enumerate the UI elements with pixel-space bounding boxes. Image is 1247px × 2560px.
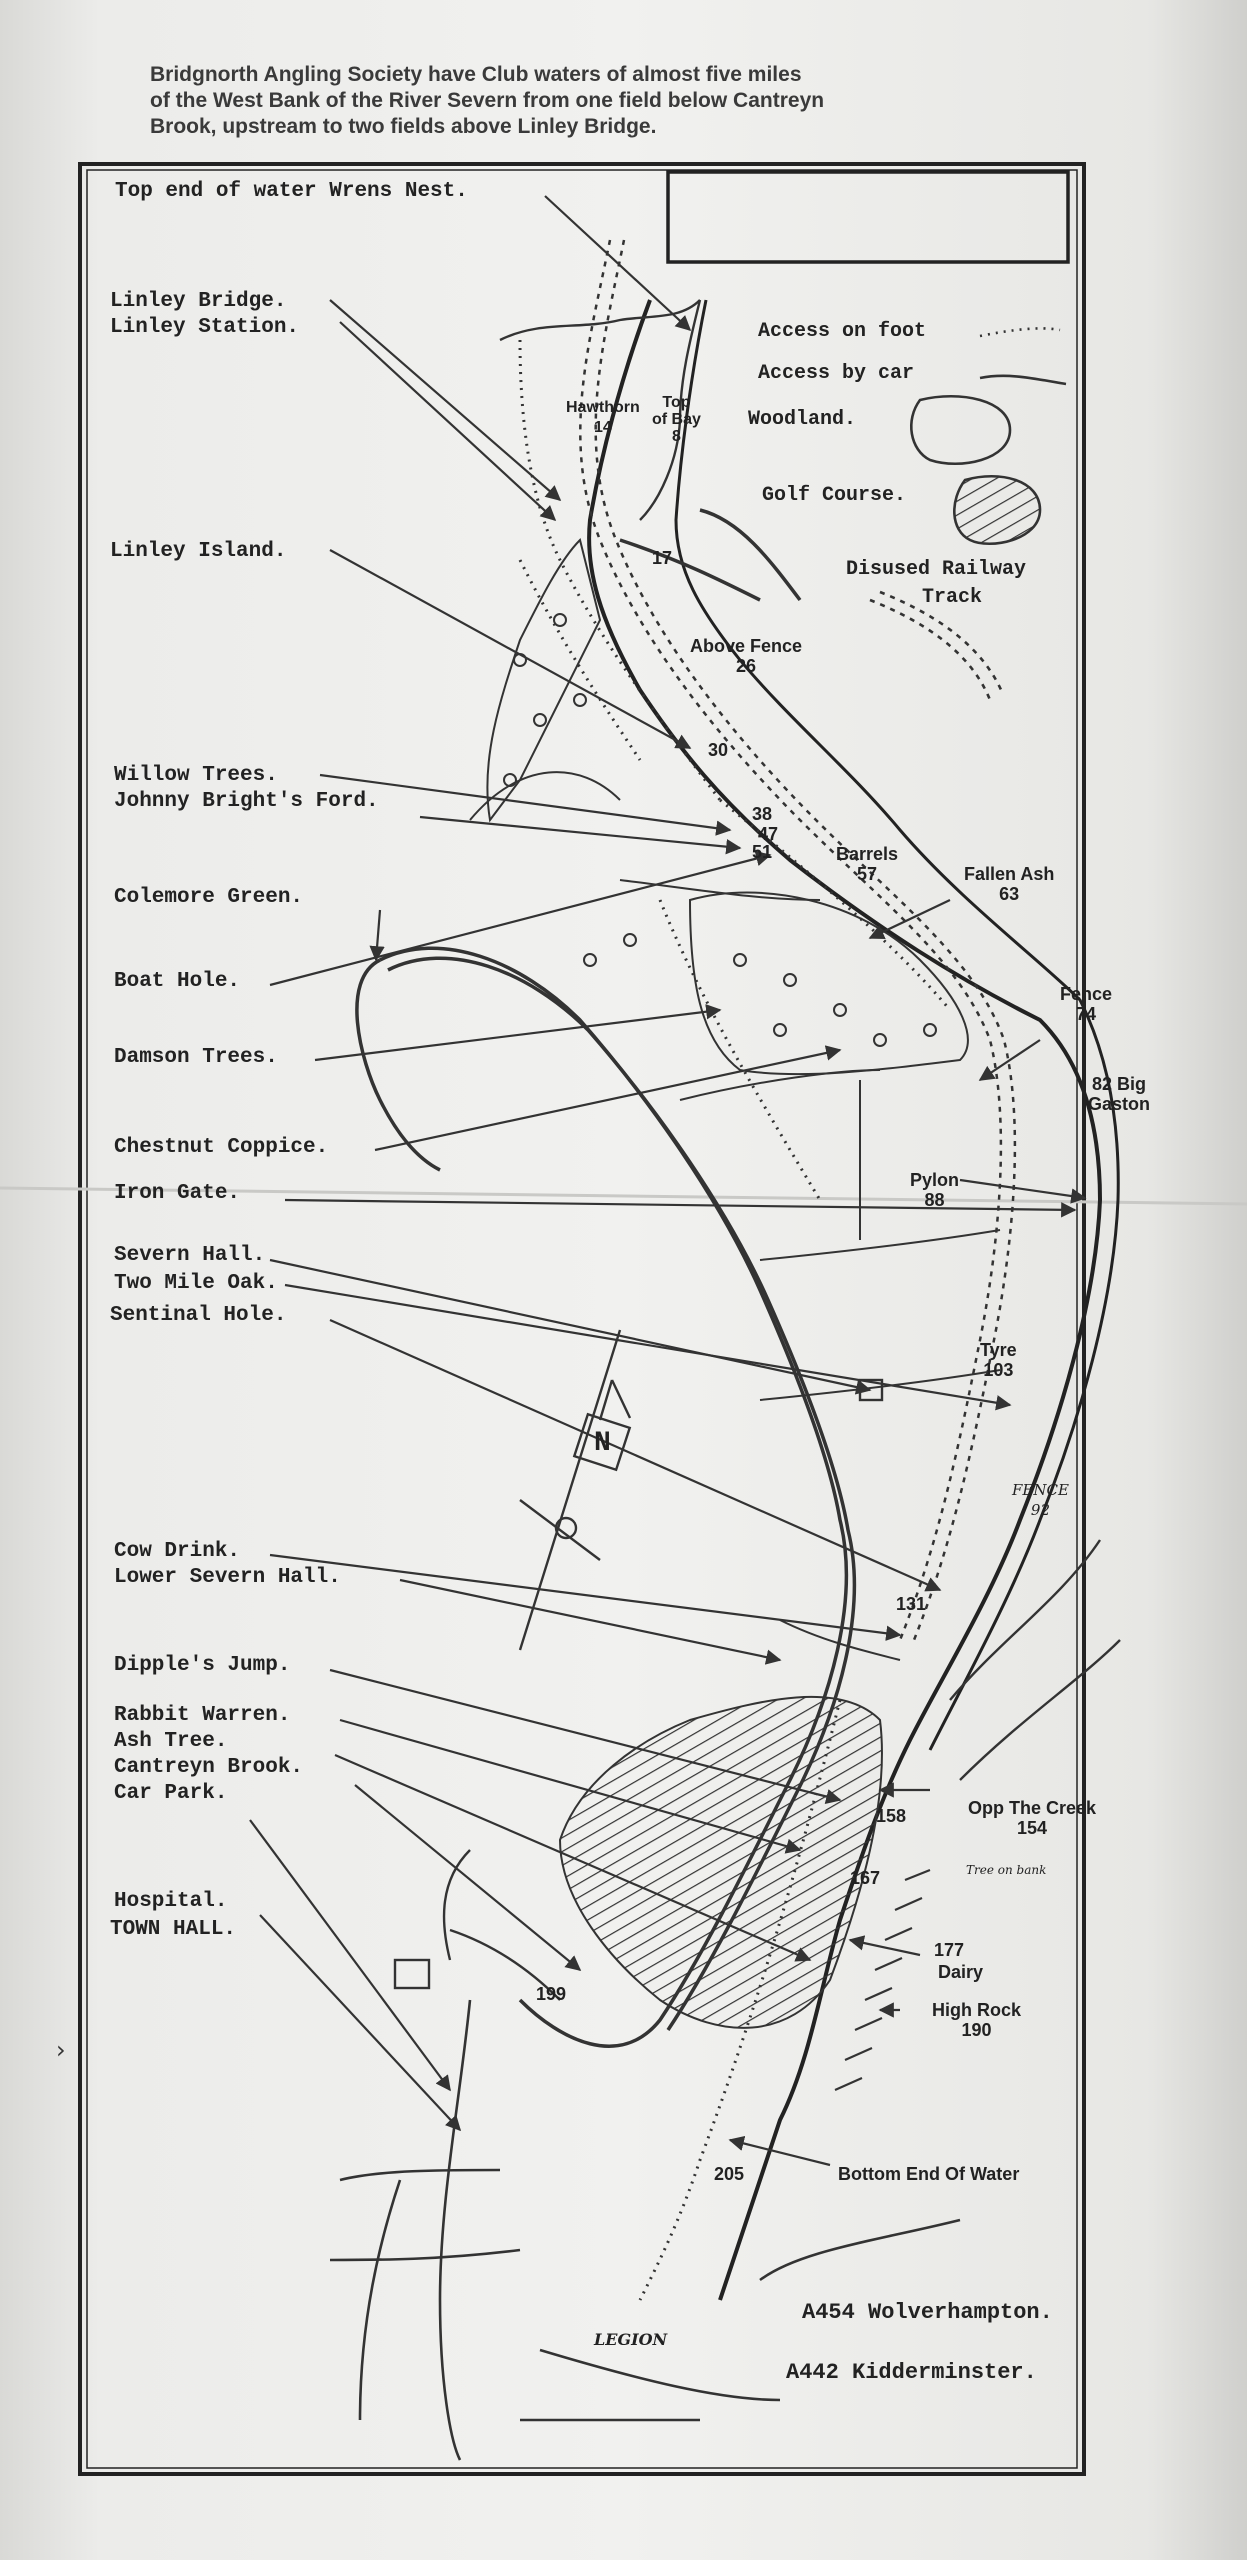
peg-big-gaston-line1: 82 Big [1091,1074,1147,1094]
label-severn-hall: Severn Hall. [114,1244,266,1267]
peg-158: 158 [876,1806,907,1826]
peg-big-gaston-line2: Gaston [1088,1094,1151,1114]
peg-tyre [980,1340,1017,1380]
peg-177: 177 [934,1940,965,1960]
peg-pylon-number: 88 [924,1190,945,1210]
peg-17: 17 [652,548,673,568]
peg-205: 205 [714,2164,745,2184]
key-woodland-label: Woodland. [748,408,857,431]
peg-fence-number: 74 [1076,1004,1097,1024]
peg-fence-92 [1012,1480,1069,1520]
peg-131: 131 [896,1594,927,1614]
peg-fallen-ash-number: 63 [999,884,1020,904]
peg-top-of-bay-line1: Top [662,394,691,411]
peg-tyre-name: Tyre [980,1340,1017,1360]
town-streets [330,2000,960,2460]
peg-hawthorn-name: Hawthorn [566,399,640,416]
label-boat-hole: Boat Hole. [114,970,241,993]
margin-mark: › [56,2036,66,2064]
road-a454: A454 Wolverhampton. [802,2300,1053,2325]
peg-top-of-bay-line2: of Bay [652,411,701,428]
label-top-end: Top end of water Wrens Nest. [115,180,468,203]
peg-barrels [836,844,898,884]
label-linley-island: Linley Island. [110,540,287,563]
label-iron-gate: Iron Gate. [114,1182,241,1205]
label-hospital: Hospital. [114,1890,228,1913]
peg-hawthorn-number: 14 [593,419,612,436]
blank-box [668,172,1068,262]
label-linley-bridge: Linley Bridge. [110,290,287,313]
label-town-hall: TOWN HALL. [110,1918,237,1941]
peg-high-rock [932,2000,1021,2040]
label-cantreyn-brook: Cantreyn Brook. [114,1756,304,1779]
intro-line-3: Brook, upstream to two fields above Linley Bridge. [150,115,657,138]
key-railway-label-2: Track [922,586,983,609]
key-car-label: Access by car [758,362,915,385]
label-car-park: Car Park. [114,1782,228,1805]
label-rabbit-warren: Rabbit Warren. [114,1704,291,1727]
label-two-mile-oak: Two Mile Oak. [114,1272,278,1295]
label-sentinal-hole: Sentinal Hole. [110,1304,287,1327]
peg-hawthorn [566,398,640,438]
label-dipples-jump: Dipple's Jump. [114,1654,291,1677]
road-a442: A442 Kidderminster. [786,2360,1037,2385]
peg-top-of-bay-number: 8 [672,428,681,445]
compass-rose [520,1330,630,1650]
peg-fallen-ash-name: Fallen Ash [964,864,1055,884]
label-lower-severn-hall: Lower Severn Hall. [114,1566,341,1589]
peg-tree-on-bank: Tree on bank [966,1863,1047,1877]
label-johnny-bright: Johnny Bright's Ford. [114,790,379,813]
golf-course-area [560,1697,882,2028]
peg-fallen-ash [964,864,1054,904]
peg-fence-name: Fence [1060,984,1113,1004]
peg-fence-74 [1060,984,1112,1024]
peg-199: 199 [536,1984,567,2004]
peg-bottom-end: Bottom End Of Water [838,2164,1020,2184]
peg-51: 51 [752,842,773,862]
peg-barrels-name: Barrels [836,844,899,864]
intro-line-2: of the West Bank of the River Severn from one field below Cantreyn [150,89,825,112]
peg-tyre-number: 103 [983,1360,1014,1380]
peg-47: 47 [758,824,779,844]
peg-fence92-name: FENCE [1012,1481,1069,1499]
intro-line-1: Bridgnorth Angling Society have Club waters of almost five miles [150,63,802,86]
label-colemore-green: Colemore Green. [114,886,304,909]
label-willow-trees: Willow Trees. [114,764,278,787]
peg-30: 30 [708,740,729,760]
disused-railway [580,240,1015,1640]
label-linley-station: Linley Station. [110,316,300,339]
label-ash-tree: Ash Tree. [114,1730,228,1753]
river-severn-east-bank [676,300,1118,1750]
peg-top-of-bay [652,394,701,445]
peg-fence92-number: 92 [1030,1501,1050,1519]
peg-high-rock-name: High Rock [932,2000,1022,2020]
car-park-marker [395,1960,429,1988]
peg-opp-creek-name: Opp The Creek [968,1798,1097,1818]
peg-big-gaston [1088,1074,1150,1114]
peg-above-fence-number: 26 [736,656,757,676]
peg-opp-creek-number: 154 [1016,1818,1048,1838]
peg-167: 167 [850,1868,881,1888]
key-railway-label-1: Disused Railway [846,558,1027,581]
key-foot-label: Access on foot [758,320,927,343]
peg-opp-the-creek [968,1798,1096,1838]
peg-above-fence [690,636,802,676]
label-chestnut-coppice: Chestnut Coppice. [114,1136,329,1159]
peg-pylon-name: Pylon [910,1170,960,1190]
key-golf-label: Golf Course. [762,484,907,507]
compass-letter: N [594,1428,611,1459]
peg-38: 38 [752,804,773,824]
peg-barrels-number: 57 [857,864,878,884]
road-legion: LEGION [594,2330,668,2349]
label-cow-drink: Cow Drink. [114,1540,241,1563]
peg-pylon [910,1170,959,1210]
field-boundaries [470,772,1000,1660]
peg-above-fence-name: Above Fence [690,636,803,656]
peg-dairy: Dairy [938,1962,984,1982]
label-damson-trees: Damson Trees. [114,1046,278,1069]
peg-high-rock-number: 190 [961,2020,992,2040]
